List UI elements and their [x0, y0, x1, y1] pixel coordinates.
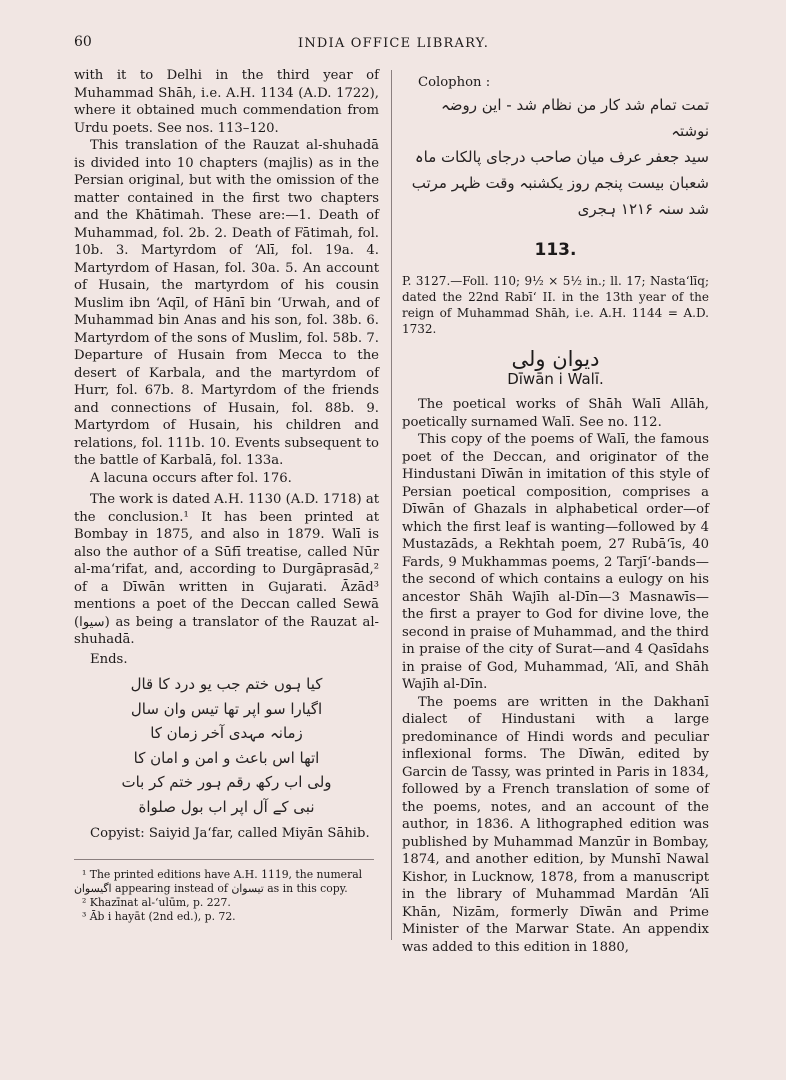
right-paragraph-3: The poems are written in the Dakhanī dialect of Hindustani with a large predominance of Hindi words and peculiar inflexional forms. The Dīwān, edited by Garcin de Tassy, was printed in Paris in 1834, followed by a French translation of some of the poems, notes, and an account of the author, in 1836. A lithographed edition was published by Muhammad Manzūr in Bombay, 1874, and another edition, by Munshī Nawal Kishor, in Lucknow, 1878, from a manuscript in the library of Muhammad Mardān ‘Alī Khān, Nizām, formerly Dīwān and Prime Minister of the Marwar State. An appendix was added to this edition in 1880,: [402, 694, 709, 955]
verse-line: اگیارا سو اپر تھا تیس وان سال: [130, 699, 323, 718]
verse-line: زمانہ مہدی آخر زمان کا: [150, 724, 303, 742]
ends-verses: [74, 672, 379, 819]
verse-line: ولی اب رکھ رقم ہور ختم کر بات: [121, 773, 332, 791]
colophon-line: شد سنہ ۱۲۱۶ ہجری: [577, 199, 709, 218]
right-paragraph-2: This copy of the poems of Walī, the famous poet of the Deccan, and originator of the Hindustani Dīwān in imitation of this style of Persian poetical composition, comprises a Dīwān of Ghazals in alphabetical order—of which the first leaf is wanting—followed by 4 Mustazāds, a Rekhtah poem, 27 Rubā‘īs, 40 Fards, 9 Mukhammas poems, 2 Tarjī‘-bands—the second of which contains a eulogy on his ancestor Shāh Wajīh al-Dīn—3 Masnawīs—the first a prayer to God for divine love, the second in praise of Muhammad, and the third in praise of the city of Surat—and 4 Qasīdahs in praise of God, Muhammad, ‘Alī, and Shāh Wajīh al-Dīn.: [402, 432, 709, 692]
verse-line: کیا ہوں ختم جب یو درد کا قال: [130, 675, 323, 693]
left-paragraph-1: with it to Delhi in the third year of Muhammad Shāh, i.e. A.H. 1134 (A.D. 1722), where it obtained much commendation from Urdu poets. See nos. 113–120.: [74, 68, 379, 136]
title-english: Dīwān i Walī.: [507, 369, 604, 388]
page-number: 60: [74, 34, 92, 50]
colophon-label: Colophon :: [418, 75, 491, 90]
colophon-line: سید جعفر عرف میان صاحب درجای پالکات ماہ: [414, 147, 709, 166]
title-urdu: دیوان ولی: [511, 347, 600, 371]
ends-label: Ends.: [90, 651, 128, 667]
verse-line: نبی کے آل اپر اب بول صلواة: [138, 797, 315, 816]
running-head: INDIA OFFICE LIBRARY.: [298, 36, 490, 51]
footnotes: [74, 868, 379, 924]
verse-line: اتھا اس باعث و امن و امان کا: [133, 748, 320, 767]
footnote-2: ² Khazīnat al-‘ulūm, p. 227.: [82, 895, 231, 909]
footnote-3: ³ Āb i hayāt (2nd ed.), p. 72.: [82, 909, 236, 923]
right-column: [402, 74, 709, 956]
entry-number: 113.: [534, 239, 577, 260]
colophon-line: شعبان بیست پنجم روز یکشنبہ وقت ظہر مرتب: [411, 173, 709, 192]
footnote-1: ¹ The printed editions have A.H. 1119, the numeral اگیسوان appearing instead of تیسوان as in this copy.: [74, 867, 363, 895]
left-paragraph-2: This translation of the Rauzat al-shuhadā is divided into 10 chapters (majlis) as in the Persian original, but with the omission of the matter contained in the first two chapters and the Khātimah. These are:—1. Death of Muhammad, fol. 2b. 2. Death of Fātimah, fol. 10b. 3. Martyrdom of ‘Alī, fol. 19a. 4. Martyrdom of Hasan, fol. 30a. 5. An account of Husain, the martyrdom of his cousin Muslim ibn ‘Aqīl, of Hānī bin ‘Urwah, and of Muhammad bin Anas and his son, fol. 38b. 6. Martyrdom of the sons of Muslim, fol. 58b. 7. Departure of Husain from Mecca to the desert of Karbala, and the martyrdom of Hurr, fol. 67b. 8. Martyrdom of the friends and connections of Husain, fol. 88b. 9. Martyrdom of Husain, his children and relations, fol. 111b. 10. Events subsequent to the battle of Karbalā, fol. 133a.: [74, 138, 379, 468]
column-divider: [391, 70, 392, 940]
footnote-rule: [74, 859, 374, 860]
colophon-line: تمت تمام شد کار من نظام شد - این روضہ نوشتہ: [440, 95, 709, 140]
entry-meta: P. 3127.—Foll. 110; 9½ × 5½ in.; ll. 17; Nasta‘līq; dated the 22nd Rabī‘ II. in the 13th year of the reign of Muhammad Shāh, i.e. A.H. 1144 = A.D. 1732.: [402, 274, 709, 336]
right-paragraph-1: The poetical works of Shāh Walī Allāh, poetically surnamed Walī. See no. 112.: [402, 397, 709, 430]
left-paragraph-3: A lacuna occurs after fol. 176.: [90, 470, 292, 486]
copyist: Copyist: Saiyid Ja‘far, called Miyān Sāhib.: [90, 826, 370, 841]
colophon-text: [402, 92, 709, 222]
left-paragraph-4: The work is dated A.H. 1130 (A.D. 1718) at the conclusion.¹ It has been printed at Bombay in 1875, and also in 1879. Walī is also the author of a Sūfī treatise, called Nūr al-ma‘rifat, and, according to Durgāprasād,² of a Dīwān written in Gujarati. Āzād³ mentions a poet of the Deccan called Sewā (سیوا) as being a translator of the Rauzat al-shuhadā.: [74, 492, 379, 647]
left-column: [74, 67, 379, 924]
